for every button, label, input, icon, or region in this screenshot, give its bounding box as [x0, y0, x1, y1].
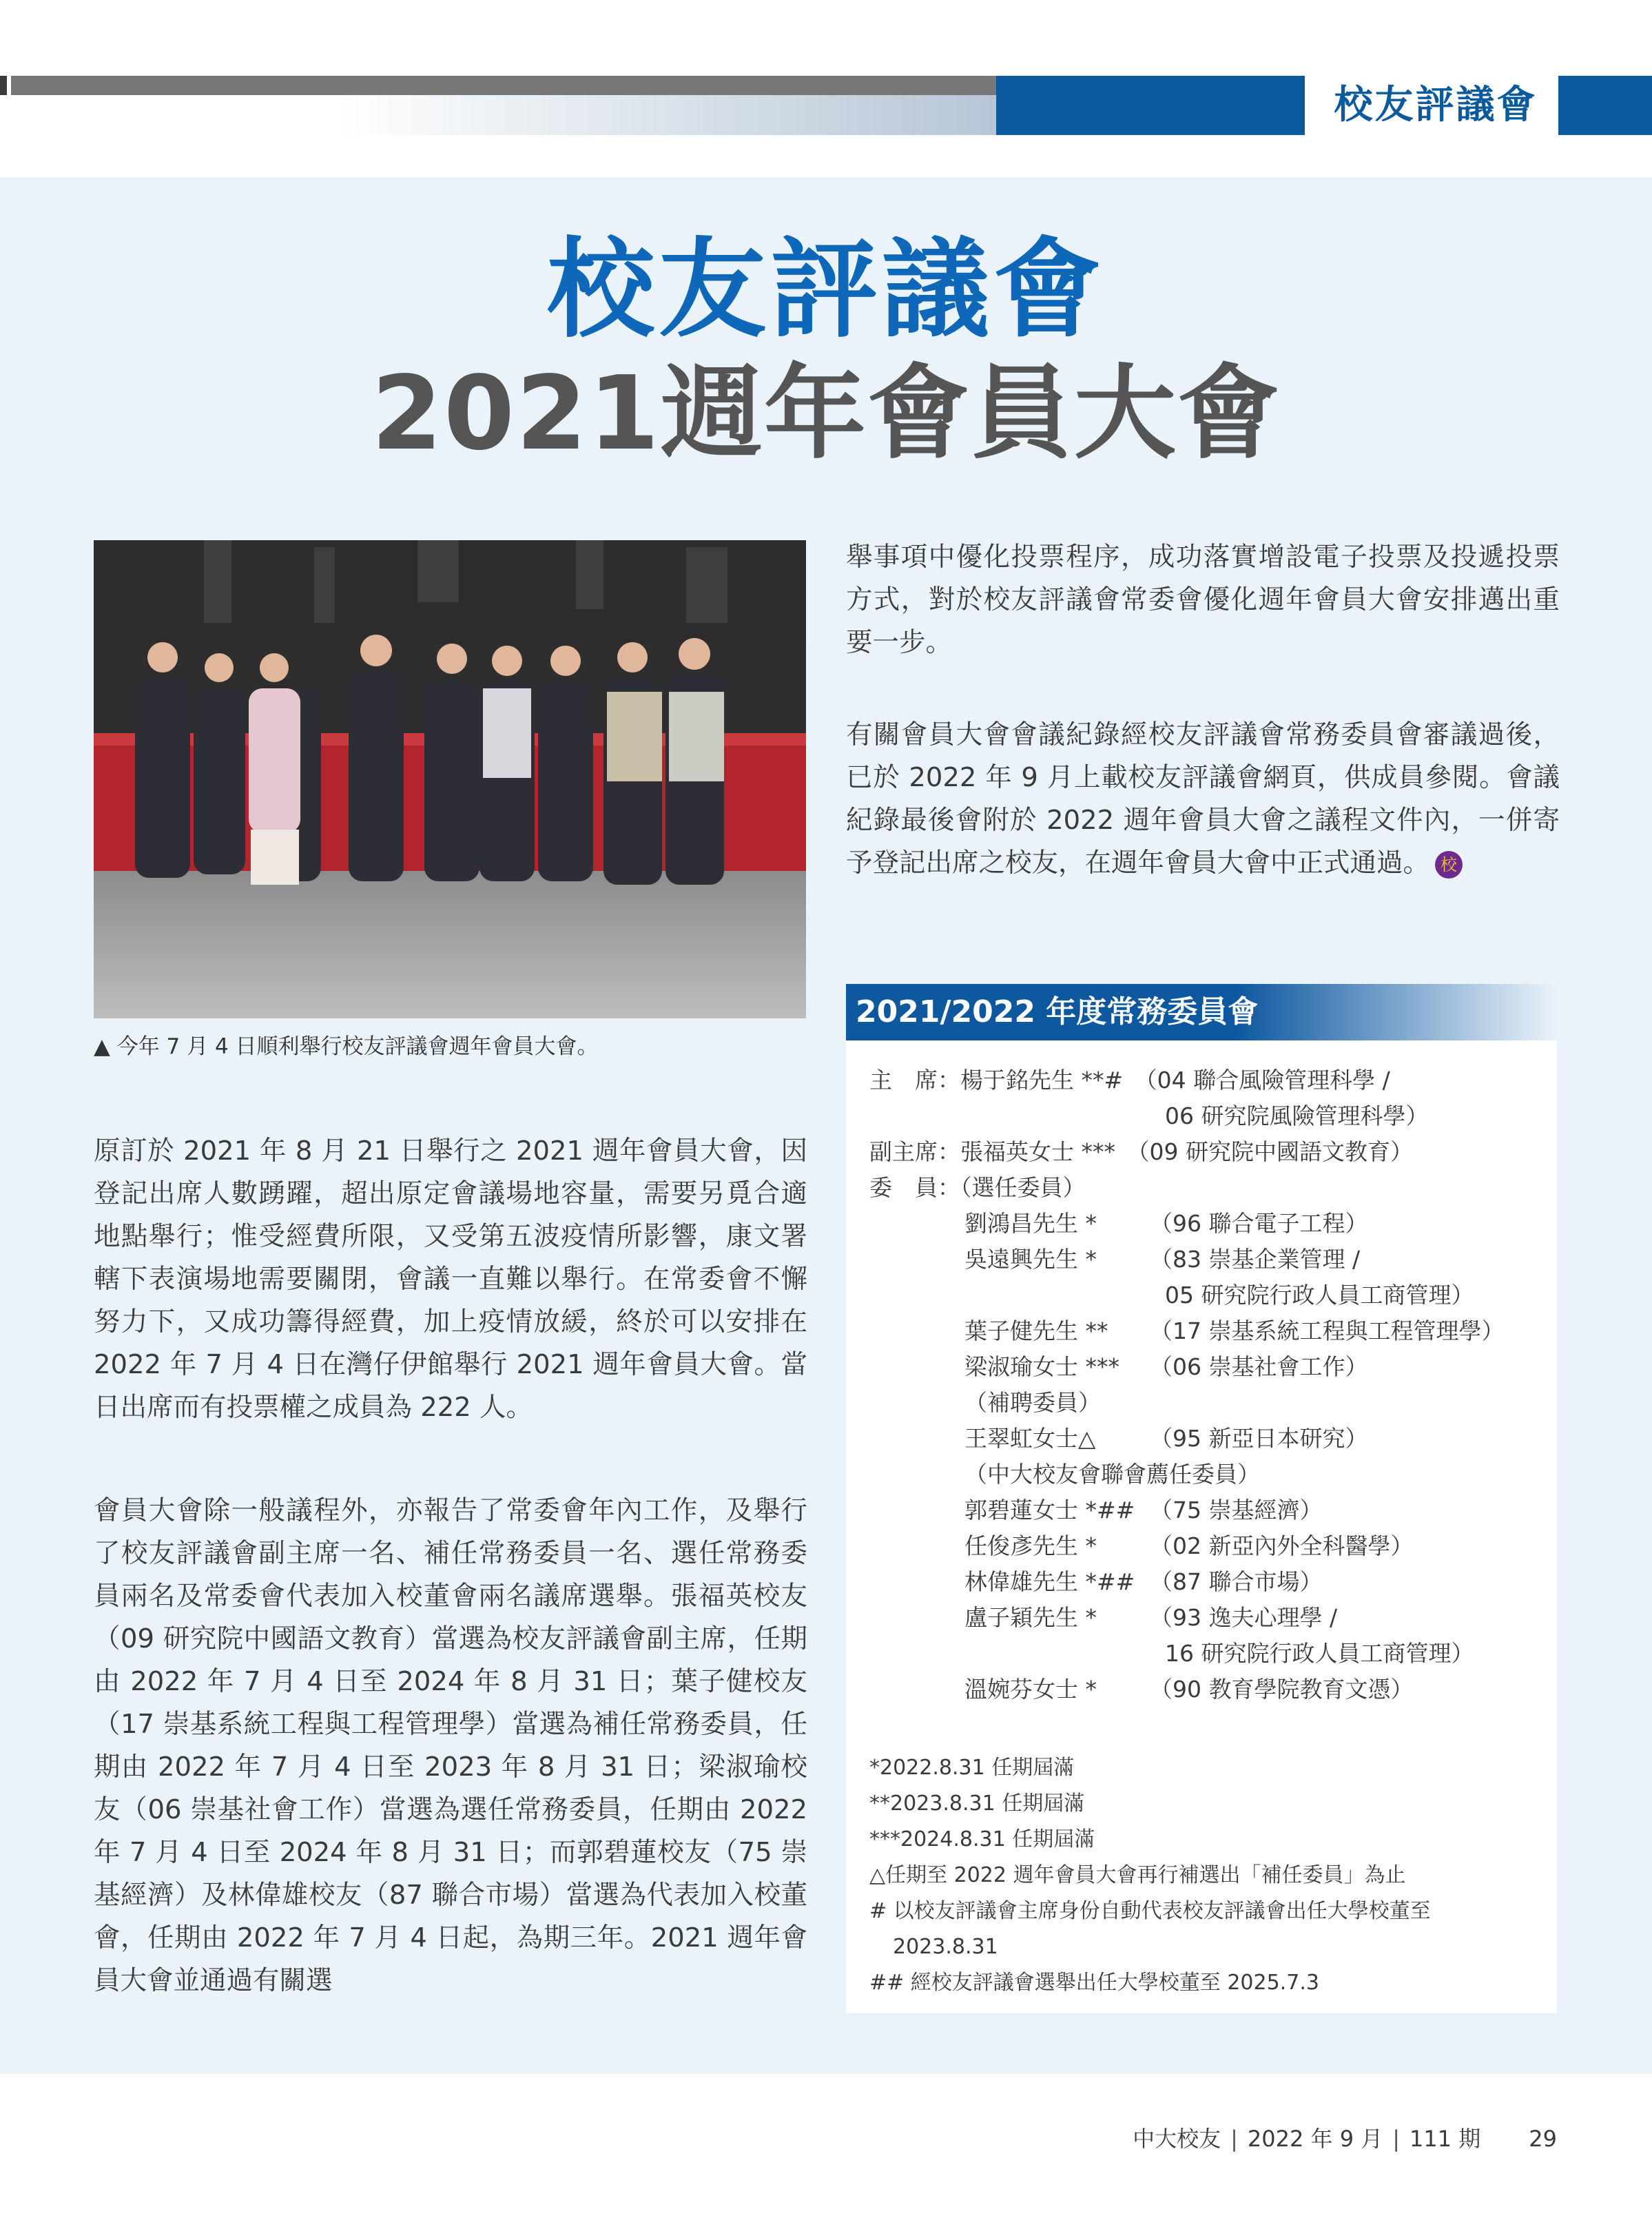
footer-separator: |	[1230, 2126, 1238, 2152]
footer-issue: 111 期	[1410, 2126, 1481, 2152]
committee-member-name: 林偉雄先生 *##	[964, 1568, 1135, 1595]
committee-row: 委 員：（選任委員）	[869, 1174, 1086, 1201]
committee-note: △任期至 2022 週年會員大會再行補選出「補任委員」為止	[869, 1863, 1406, 1887]
footer-date: 2022 年 9 月	[1247, 2126, 1383, 2152]
committee-member-dept: （83 崇基企業管理 /	[1150, 1246, 1361, 1273]
page-subtitle: 2021週年會員大會	[371, 354, 1281, 473]
committee-note: # 以校友評議會主席身份自動代表校友評議會出任大學校董至	[869, 1899, 1431, 1923]
committee-member-name: 盧子穎先生 *	[964, 1604, 1097, 1631]
committee-row: 副主席：張福英女士 *** （09 研究院中國語文教育）	[869, 1138, 1413, 1165]
committee-member-name: 任俊彥先生 *	[964, 1532, 1097, 1559]
committee-row: 06 研究院風險管理科學）	[1165, 1102, 1429, 1129]
group-photo	[94, 540, 806, 1018]
committee-member-name: 梁淑瑜女士 ***	[964, 1353, 1119, 1380]
committee-member-dept: （75 崇基經濟）	[1150, 1497, 1323, 1523]
page-number: 29	[1529, 2126, 1557, 2152]
header-bar-blue-end	[1558, 76, 1652, 135]
committee-member-dept: （95 新亞日本研究）	[1150, 1425, 1368, 1452]
committee-title: 2021/2022 年度常務委員會	[856, 994, 1259, 1029]
page-footer	[1116, 2124, 1557, 2154]
committee-row: 主 席：楊于銘先生 **# （04 聯合風險管理科學 /	[869, 1067, 1390, 1094]
committee-member-dept: （96 聯合電子工程）	[1150, 1210, 1368, 1237]
committee-member-dept: （02 新亞內外全科醫學）	[1150, 1532, 1414, 1559]
committee-member-dept: （90 教育學院教育文憑）	[1150, 1676, 1414, 1703]
body-paragraph-3: 舉事項中優化投票程序，成功落實增設電子投票及投遞投票方式，對於校友評議會常委會優化週年會員大會安排邁出重要一步。	[846, 542, 1560, 658]
header-bar-gray	[11, 76, 996, 95]
committee-member-dept: （87 聯合市場）	[1150, 1568, 1323, 1595]
committee-note: **2023.8.31 任期屆滿	[869, 1792, 1085, 1816]
footer-separator: |	[1392, 2126, 1401, 2152]
body-paragraph-4	[846, 714, 1560, 885]
committee-member-name: 溫婉芬女士 *	[964, 1676, 1097, 1703]
body-paragraph-4-text: 有關會員大會會議紀錄經校友評議會常務委員會審議過後，已於 2022 年 9 月上載校友評議會網頁，供成員參閱。會議紀錄最後會附於 2022 週年會員大會之議程文件內，一併寄予登記出席之校友，在週年會員大會中正式通過。	[846, 719, 1560, 879]
committee-member-name: 劉鴻昌先生 *	[964, 1210, 1097, 1237]
photo-caption: ▲ 今年 7 月 4 日順利舉行校友評議會週年會員大會。	[94, 1034, 599, 1059]
committee-member-dept: 05 研究院行政人員工商管理）	[1165, 1282, 1474, 1308]
committee-member-dept: 16 研究院行政人員工商管理）	[1165, 1640, 1474, 1667]
committee-member-dept: （93 逸夫心理學 /	[1150, 1604, 1338, 1631]
committee-member-name: 吳遠興先生 *	[964, 1246, 1097, 1273]
committee-box	[846, 984, 1557, 2013]
header-bar-marker	[0, 76, 7, 95]
committee-member-dept: （17 崇基系統工程與工程管理學）	[1150, 1317, 1505, 1344]
committee-member-dept: （06 崇基社會工作）	[1150, 1353, 1368, 1380]
section-tag: 校友評議會	[1313, 74, 1558, 136]
page-title: 校友評議會	[547, 227, 1105, 352]
committee-header	[846, 984, 1557, 1040]
header-bar-blue	[996, 76, 1305, 135]
body-paragraph-1: 原訂於 2021 年 8 月 21 日舉行之 2021 週年會員大會，因登記出席人數踴躍，超出原定會議場地容量，需要另覓合適地點舉行；惟受經費所限，又受第五波疫情所影響，康文署轄下表演場地需要關閉，會議一直難以舉行。在常委會不懈努力下，又成功籌得經費，加上疫情放緩，終於可以安排在 2022 年 7 月 4 日在灣仔伊館舉行 2021 週年會員大會。當日出席而有投票權之成員為 222 人。	[94, 1136, 807, 1423]
committee-note: ## 經校友評議會選舉出任大學校董至 2025.7.3	[869, 1971, 1319, 1995]
committee-subheading: （補聘委員）	[964, 1389, 1101, 1416]
committee-member-note: （中大校友會聯會薦任委員）	[964, 1461, 1260, 1488]
body-paragraph-2: 會員大會除一般議程外，亦報告了常委會年內工作，及舉行了校友評議會副主席一名、補任常務委員一名、選任常務委員兩名及常委會代表加入校董會兩名議席選舉。張福英校友（09 研究院中國語文教育）當選為校友評議會副主席，任期由 2022 年 7 月 4 日至 2024 年 8 月 31 日；葉子健校友（17 崇基系統工程與工程管理學）當選為補任常務委員，任期由 2022 年 7 月 4 日至 2023 年 8 月 31 日；梁淑瑜校友（06 崇基社會工作）當選為選任常務委員，任期由 2022 年 7 月 4 日至 2024 年 8 月 31 日；而郭碧蓮校友（75 崇基經濟）及林偉雄校友（87 聯合市場）當選為代表加入校董會，任期由 2022 年 7 月 4 日起，為期三年。2021 週年會員大會並通過有關選	[94, 1495, 807, 1996]
committee-member-name: 王翠虹女士△	[964, 1425, 1096, 1452]
end-mark-icon: 校	[1435, 851, 1463, 879]
committee-member-name: 郭碧蓮女士 *##	[964, 1497, 1135, 1523]
committee-note: ***2024.8.31 任期屆滿	[869, 1827, 1095, 1851]
footer-publication: 中大校友	[1133, 2126, 1221, 2152]
committee-note: 2023.8.31	[893, 1935, 998, 1959]
header-bar-gradient	[338, 95, 996, 135]
committee-member-name: 葉子健先生 **	[964, 1317, 1108, 1344]
committee-note: *2022.8.31 任期屆滿	[869, 1756, 1075, 1780]
